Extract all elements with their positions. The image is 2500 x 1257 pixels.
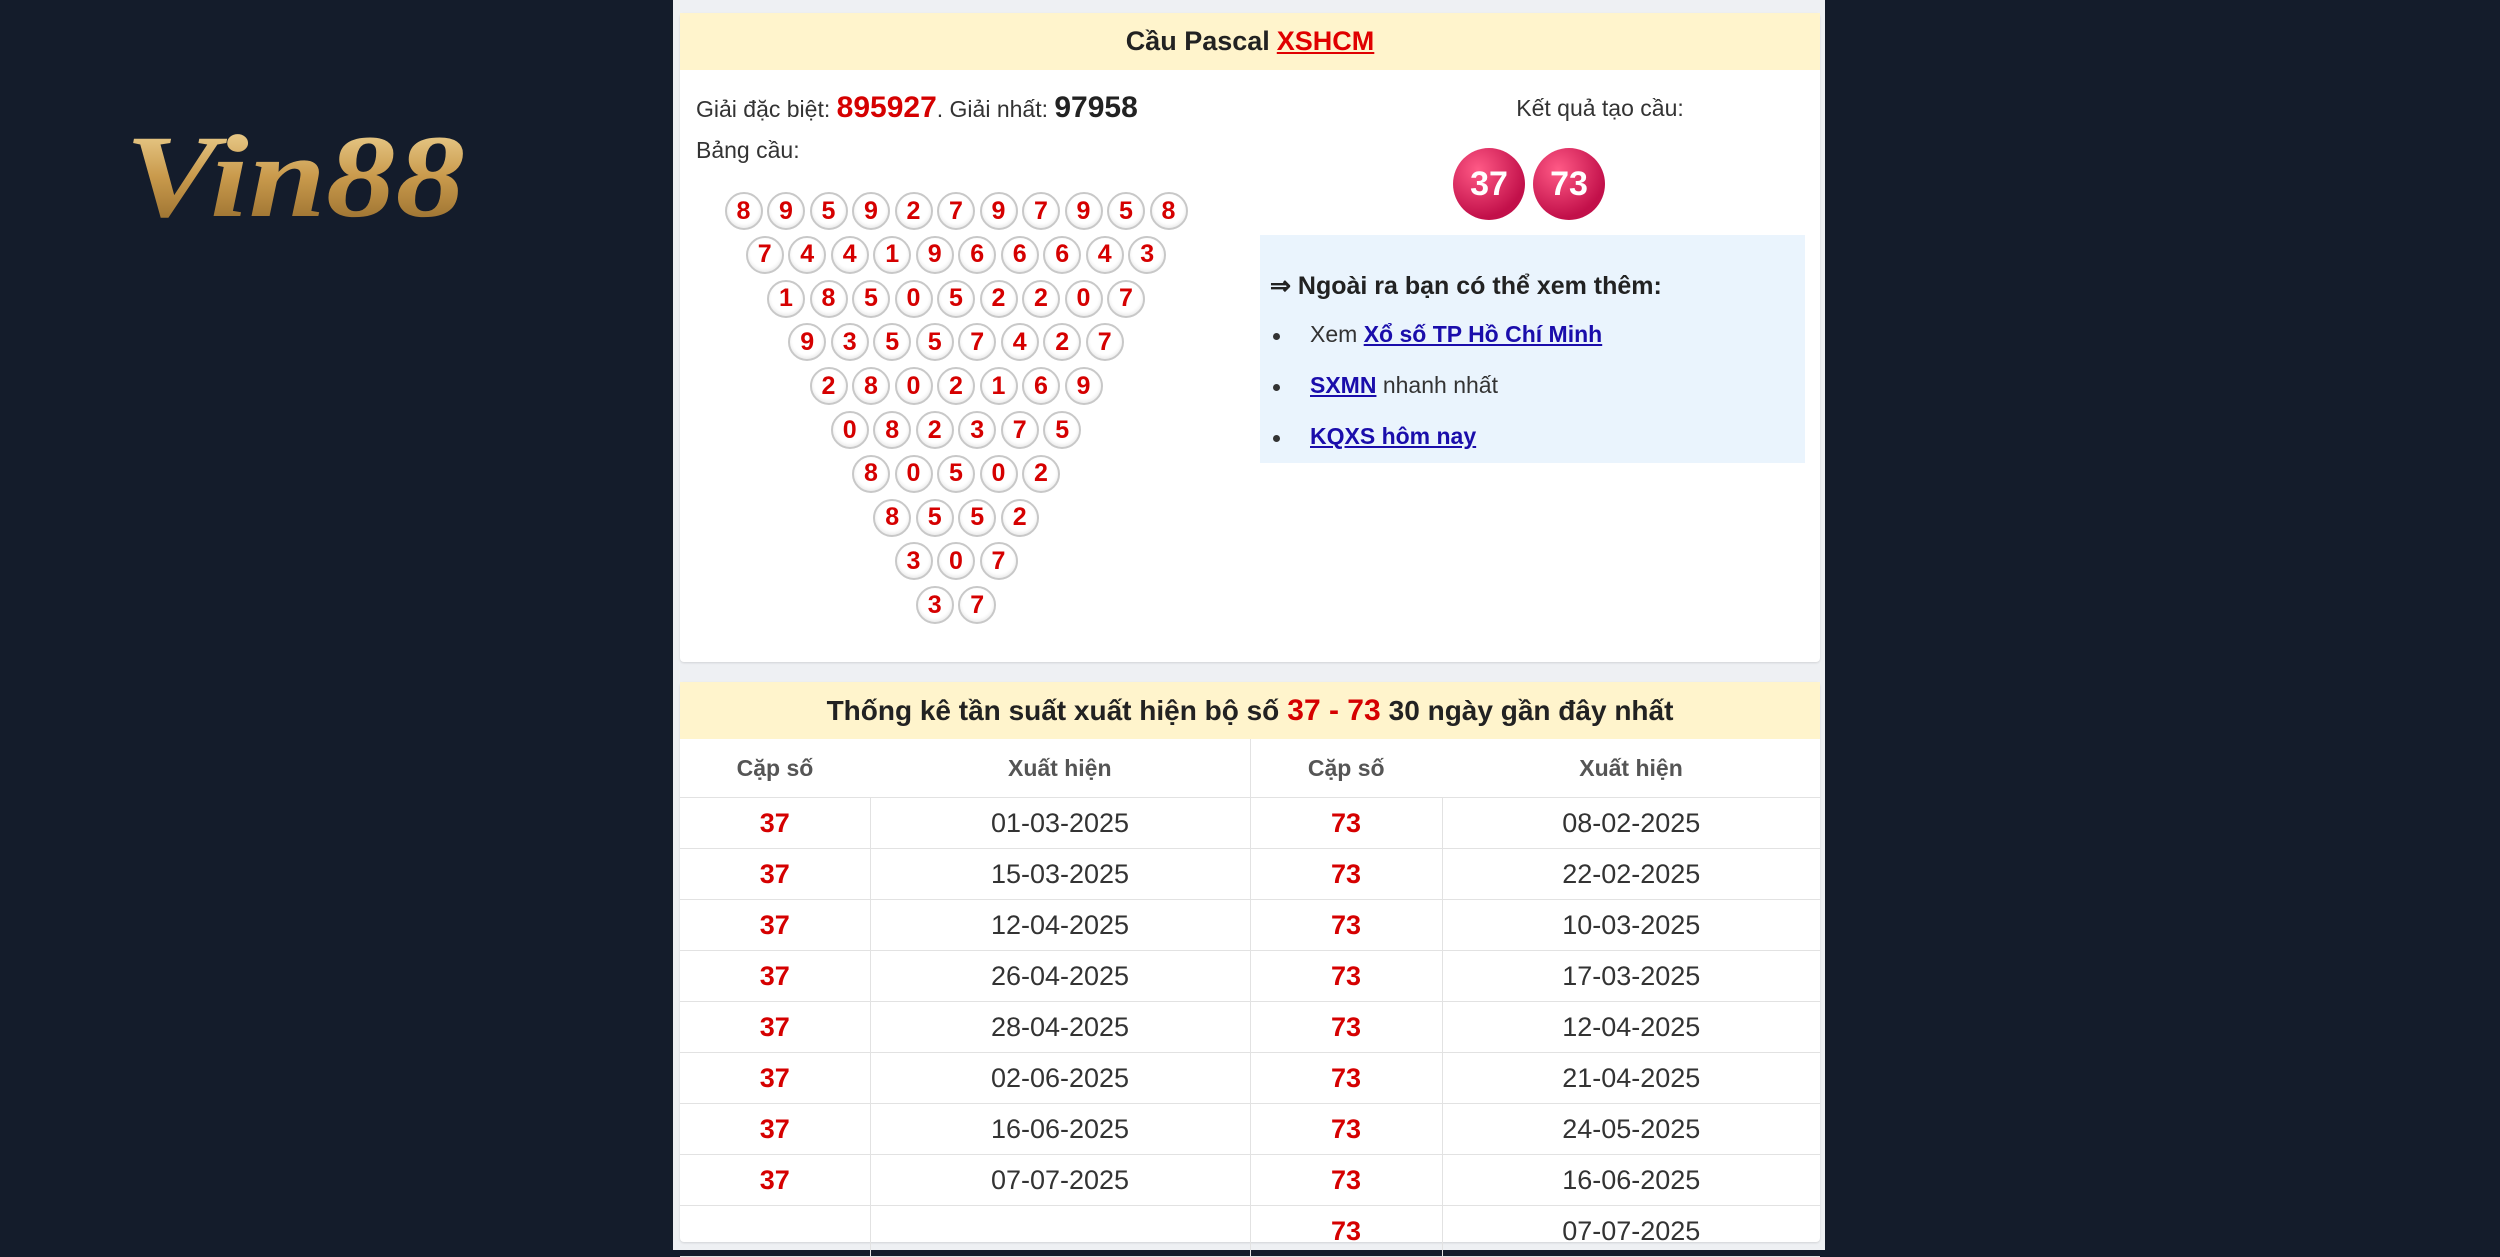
- pascal-digit-ball: 5: [937, 280, 975, 318]
- date-cell: 12-04-2025: [870, 900, 1250, 951]
- pascal-digit-ball: 3: [895, 542, 933, 580]
- pascal-digit-ball: 6: [1001, 236, 1039, 274]
- table-row: [680, 798, 1820, 849]
- pascal-digit-ball: 3: [1128, 236, 1166, 274]
- pascal-digit-ball: 8: [810, 280, 848, 318]
- pascal-digit-ball: 5: [916, 323, 954, 361]
- pascal-digit-ball: 2: [1022, 455, 1060, 493]
- pair-cell: 73: [1250, 849, 1442, 900]
- pascal-digit-ball: 3: [916, 586, 954, 624]
- pascal-title: Cầu Pascal: [1125, 26, 1270, 56]
- kqxs-today-link[interactable]: KQXS hôm nay: [1310, 423, 1477, 449]
- col-appear-header: Xuất hiện: [1442, 739, 1820, 798]
- table-row: [680, 900, 1820, 951]
- pascal-digit-ball: 7: [746, 236, 784, 274]
- date-cell: 16-06-2025: [870, 1104, 1250, 1155]
- pascal-digit-ball: 7: [1022, 192, 1060, 230]
- pair-cell: 37: [680, 951, 870, 1002]
- pascal-digit-ball: 6: [958, 236, 996, 274]
- date-cell: 12-04-2025: [1442, 1002, 1820, 1053]
- table-row: [680, 1053, 1820, 1104]
- see-more-box: [1260, 235, 1805, 463]
- pascal-digit-ball: 5: [1043, 411, 1081, 449]
- pair-cell: 37: [680, 1104, 870, 1155]
- pascal-digit-ball: 4: [1001, 323, 1039, 361]
- date-cell: 17-03-2025: [1442, 951, 1820, 1002]
- pascal-digit-ball: 0: [937, 542, 975, 580]
- pascal-digit-ball: 2: [1022, 280, 1060, 318]
- pascal-digit-ball: 0: [895, 455, 933, 493]
- pascal-digit-ball: 3: [831, 323, 869, 361]
- pascal-digit-ball: 8: [725, 192, 763, 230]
- pascal-digit-ball: 8: [852, 455, 890, 493]
- stats-table: [680, 739, 1820, 1257]
- vin88-logo: [125, 118, 480, 230]
- logo-text: Vin88: [125, 118, 465, 230]
- date-cell: [870, 1206, 1250, 1257]
- pascal-digit-ball: 0: [980, 455, 1018, 493]
- date-cell: 21-04-2025: [1442, 1053, 1820, 1104]
- pascal-digit-ball: 6: [1022, 367, 1060, 405]
- pair-cell: 37: [680, 798, 870, 849]
- stats-card: [680, 682, 1820, 1246]
- xoso-hcm-link[interactable]: Xổ số TP Hồ Chí Minh: [1363, 321, 1603, 347]
- pair-cell: 73: [1250, 900, 1442, 951]
- see-more-title: ⇒ Ngoài ra bạn có thể xem thêm:: [1270, 272, 1662, 300]
- date-cell: 10-03-2025: [1442, 900, 1820, 951]
- pair-cell: 37: [680, 1155, 870, 1206]
- list-item: [1270, 423, 1602, 474]
- pascal-digit-ball: 9: [1065, 367, 1103, 405]
- pascal-digit-ball: 0: [1065, 280, 1103, 318]
- pascal-digit-ball: 2: [980, 280, 1018, 318]
- first-label: Giải nhất:: [949, 96, 1048, 122]
- pascal-digit-ball: 8: [1150, 192, 1188, 230]
- result-label: Kết quả tạo cầu:: [1516, 95, 1684, 121]
- xshcm-link[interactable]: XSHCM: [1276, 26, 1375, 56]
- item-prefix: Xem: [1310, 321, 1364, 347]
- date-cell: 02-06-2025: [870, 1053, 1250, 1104]
- table-row: [680, 1002, 1820, 1053]
- pascal-digit-ball: 2: [810, 367, 848, 405]
- pascal-digit-ball: 7: [958, 586, 996, 624]
- pascal-digit-ball: 1: [873, 236, 911, 274]
- date-cell: 07-07-2025: [1442, 1206, 1820, 1257]
- pascal-digit-ball: 8: [852, 367, 890, 405]
- table-label: Bảng cầu:: [696, 137, 800, 163]
- col-pair-header: Cặp số: [1250, 739, 1442, 798]
- col-appear-header: Xuất hiện: [870, 739, 1250, 798]
- pair-cell: 73: [1250, 1206, 1442, 1257]
- pascal-digit-ball: 9: [788, 323, 826, 361]
- date-cell: 08-02-2025: [1442, 798, 1820, 849]
- stats-title-highlight: 37 - 73: [1287, 693, 1381, 727]
- pair-cell: 73: [1250, 1002, 1442, 1053]
- date-cell: 26-04-2025: [870, 951, 1250, 1002]
- pascal-digit-ball: 2: [1001, 499, 1039, 537]
- pascal-digit-ball: 6: [1043, 236, 1081, 274]
- prize-separator: .: [936, 96, 944, 122]
- table-header-row: [680, 739, 1820, 798]
- pascal-digit-ball: 9: [1065, 192, 1103, 230]
- pascal-digit-ball: 4: [788, 236, 826, 274]
- result-ball: 73: [1533, 148, 1605, 220]
- stats-title-prefix: Thống kê tần suất xuất hiện bộ số: [826, 694, 1280, 726]
- pair-cell: 73: [1250, 798, 1442, 849]
- pair-cell: 37: [680, 1053, 870, 1104]
- pascal-digit-ball: 0: [895, 367, 933, 405]
- pascal-digit-ball: 9: [852, 192, 890, 230]
- pair-cell: 37: [680, 849, 870, 900]
- pascal-digit-ball: 1: [767, 280, 805, 318]
- pascal-digit-ball: 5: [958, 499, 996, 537]
- pascal-digit-ball: 5: [873, 323, 911, 361]
- stats-title-suffix: 30 ngày gần đây nhất: [1388, 694, 1674, 726]
- pascal-digit-ball: 4: [1086, 236, 1124, 274]
- table-row: [680, 1155, 1820, 1206]
- pascal-digit-ball: 2: [937, 367, 975, 405]
- table-row: [680, 1206, 1820, 1257]
- pair-cell: 73: [1250, 1155, 1442, 1206]
- table-row: [680, 1104, 1820, 1155]
- pascal-digit-ball: 0: [831, 411, 869, 449]
- pair-cell: 73: [1250, 1104, 1442, 1155]
- pascal-digit-ball: 7: [958, 323, 996, 361]
- pascal-digit-ball: 5: [937, 455, 975, 493]
- pascal-digit-ball: 7: [1086, 323, 1124, 361]
- table-row: [680, 849, 1820, 900]
- stats-body: [680, 798, 1820, 1257]
- date-cell: 22-02-2025: [1442, 849, 1820, 900]
- pascal-digit-ball: 4: [831, 236, 869, 274]
- main-content: [673, 0, 1825, 1250]
- result-ball: 37: [1453, 148, 1525, 220]
- pascal-digit-ball: 5: [810, 192, 848, 230]
- pascal-digit-ball: 8: [873, 411, 911, 449]
- pascal-triangle: [680, 13, 1280, 662]
- pascal-digit-ball: 7: [1001, 411, 1039, 449]
- pair-cell: 37: [680, 1002, 870, 1053]
- sxmn-link[interactable]: SXMN: [1310, 372, 1377, 398]
- table-row: [680, 951, 1820, 1002]
- date-cell: 01-03-2025: [870, 798, 1250, 849]
- special-label: Giải đặc biệt:: [696, 96, 831, 122]
- pascal-digit-ball: 3: [958, 411, 996, 449]
- date-cell: 16-06-2025: [1442, 1155, 1820, 1206]
- pascal-digit-ball: 0: [895, 280, 933, 318]
- pascal-card: [680, 13, 1820, 662]
- pair-cell: 73: [1250, 1053, 1442, 1104]
- pascal-digit-ball: 9: [980, 192, 1018, 230]
- pascal-digit-ball: 9: [916, 236, 954, 274]
- first-value: 97958: [1054, 91, 1138, 124]
- pascal-digit-ball: 1: [980, 367, 1018, 405]
- pascal-digit-ball: 2: [916, 411, 954, 449]
- pascal-digit-ball: 5: [1107, 192, 1145, 230]
- pascal-digit-ball: 7: [980, 542, 1018, 580]
- pascal-digit-ball: 5: [916, 499, 954, 537]
- list-item: [1270, 372, 1602, 423]
- pascal-digit-ball: 2: [1043, 323, 1081, 361]
- pascal-digit-ball: 2: [895, 192, 933, 230]
- pair-cell: 37: [680, 900, 870, 951]
- pascal-digit-ball: 7: [1107, 280, 1145, 318]
- col-pair-header: Cặp số: [680, 739, 870, 798]
- pascal-digit-ball: 7: [937, 192, 975, 230]
- stats-header: [680, 682, 1820, 739]
- date-cell: 24-05-2025: [1442, 1104, 1820, 1155]
- special-value: 895927: [836, 91, 937, 124]
- list-item: [1270, 321, 1602, 372]
- date-cell: 28-04-2025: [870, 1002, 1250, 1053]
- pascal-digit-ball: 8: [873, 499, 911, 537]
- see-more-list: [1270, 321, 1602, 474]
- pair-cell: 73: [1250, 951, 1442, 1002]
- date-cell: 07-07-2025: [870, 1155, 1250, 1206]
- date-cell: 15-03-2025: [870, 849, 1250, 900]
- pascal-digit-ball: 9: [767, 192, 805, 230]
- pascal-digit-ball: 5: [852, 280, 890, 318]
- item-suffix: nhanh nhất: [1376, 372, 1498, 398]
- pair-cell: [680, 1206, 870, 1257]
